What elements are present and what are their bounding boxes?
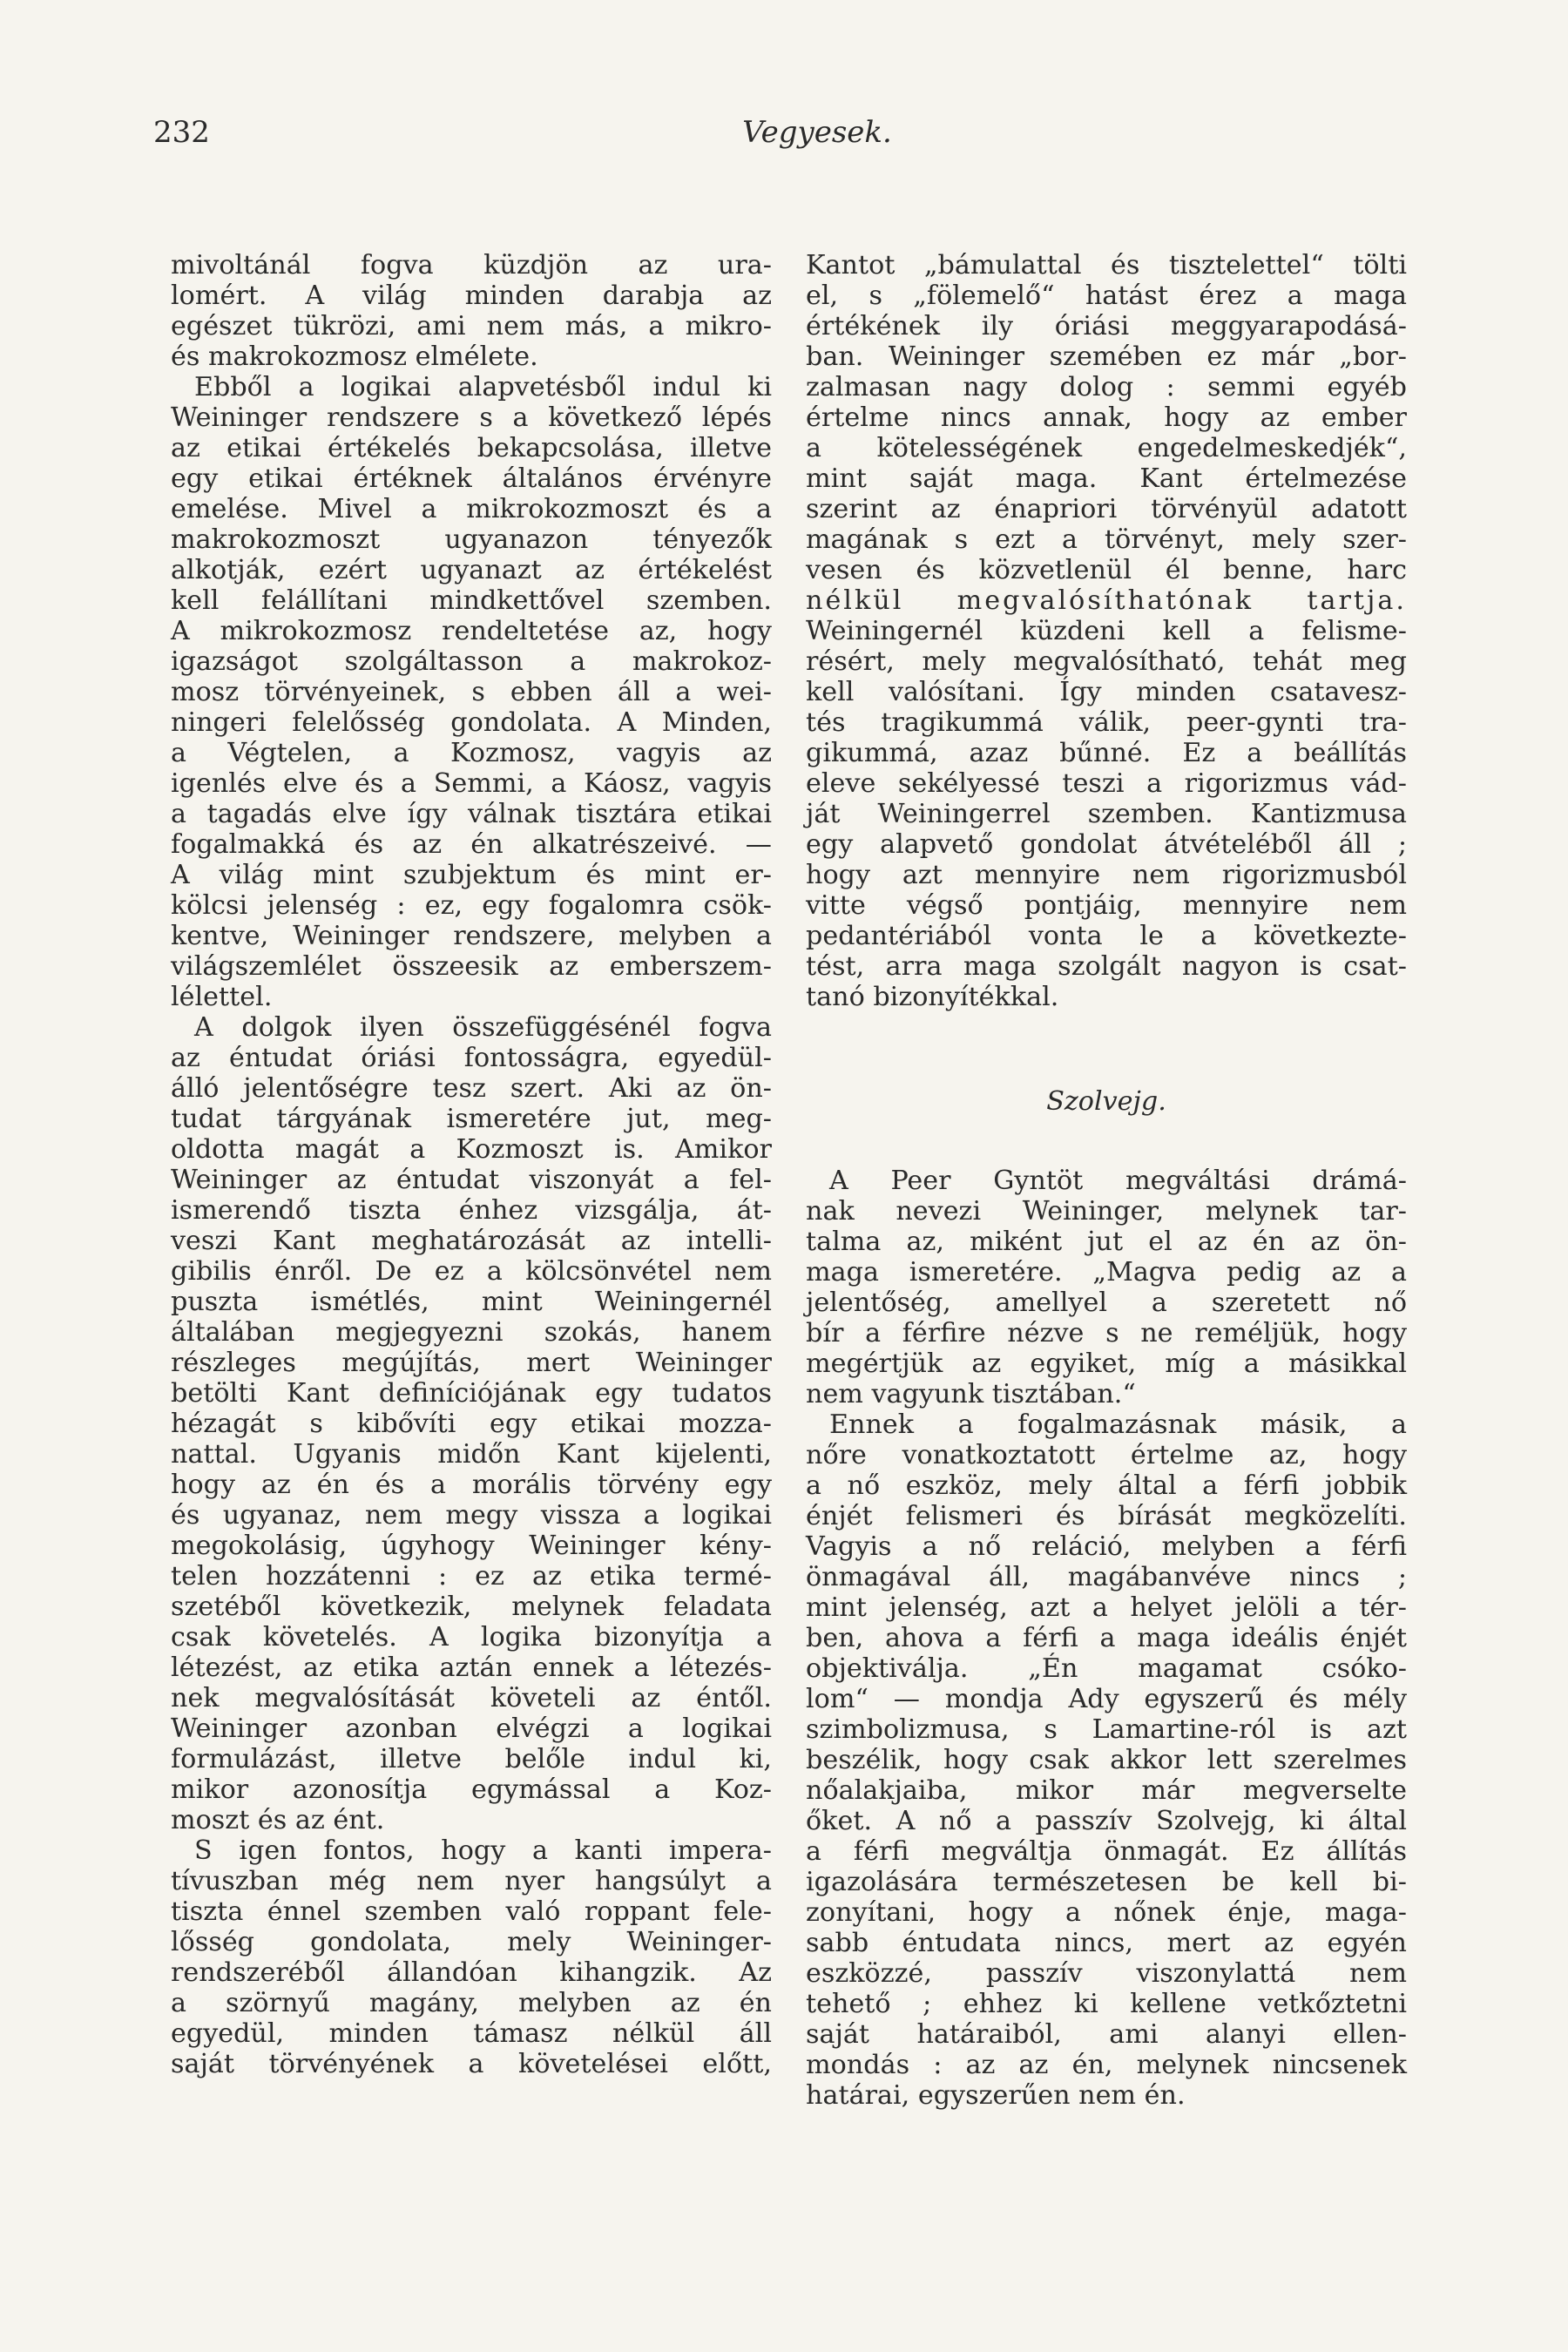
text-line: tudat tárgyának ismeretére jut, meg- [171,1104,772,1134]
running-title: Vegyesek. [742,115,892,150]
text-line: Ebből a logikai alapvetésből indul ki [194,372,772,402]
text-line: a szörnyű magány, melyben az én [171,1988,772,2018]
text-line: eleve sekélyessé teszi a rigorizmus vád- [806,768,1407,799]
text-line: és makrokozmosz elmélete. [171,341,538,372]
text-line: zonyítani, hogy a nőnek énje, maga- [806,1897,1407,1928]
text-line: nőalakjaiba, mikor már megverselte [806,1775,1407,1806]
text-line: mikor azonosítja egymással a Koz- [171,1774,772,1805]
text-line: egy etikai értéknek általános érvényre [171,463,772,494]
text-line: A Peer Gyntöt megváltási drámá- [829,1166,1407,1196]
text-line: őket. A nő a passzív Szolvejg, ki által [806,1806,1407,1836]
text-line: résért, mely megvalósítható, tehát meg [806,646,1407,677]
text-line: el, s „fölemelő“ hatást érez a maga [806,280,1407,311]
text-line: álló jelentőségre tesz szert. Aki az ön- [171,1073,772,1104]
text-line: nattal. Ugyanis midőn Kant kijelenti, [171,1439,772,1470]
text-line: bír a férfire nézve s ne reméljük, hogy [806,1318,1407,1348]
text-line: S igen fontos, hogy a kanti impera- [194,1835,772,1866]
text-line: beszélik, hogy csak akkor lett szerelmes [806,1745,1407,1775]
text-line: gikummá, azaz bűnné. Ez a beállítás [806,738,1407,768]
text-line: mosz törvényeinek, s ebben áll a wei- [171,677,772,707]
text-line: egészet tükrözi, ami nem más, a mikro- [171,311,772,341]
text-line: nem vagyunk tisztában.“ [806,1379,1136,1409]
text-line: és ugyanaz, nem megy vissza a logikai [171,1500,772,1531]
text-line: Weininger rendszere s a következő lépés [171,402,772,433]
text-line: mint jelenség, azt a helyet jelöli a tér- [806,1592,1407,1623]
text-line: vitte végső pontjáig, mennyire nem [806,890,1407,921]
text-line: pedantériából vonta le a következte- [806,921,1407,951]
text-line: tiszta énnel szemben való roppant fele- [171,1896,772,1927]
text-line: nélkül megvalósíthatónak tartja. [806,585,1407,616]
text-line: tanó bizonyítékkal. [806,982,1059,1012]
text-line: saját határaiból, ami alanyi ellen- [806,2019,1407,2050]
text-line: nőre vonatkoztatott értelme az, hogy [806,1440,1407,1470]
text-line: igazságot szolgáltasson a makrokoz- [171,646,772,677]
text-line: magának s ezt a törvényt, mely szer- [806,524,1407,555]
text-line: mondás : az az én, melynek nincsenek [806,2050,1407,2080]
text-line: veszi Kant meghatározását az intelli- [171,1226,772,1256]
text-line: lomért. A világ minden darabja az [171,280,772,311]
text-line: a tagadás elve így válnak tisztára etikai [171,799,772,829]
text-line: hogy az én és a morális törvény egy [171,1470,772,1500]
right-column-bottom-text [806,1166,1407,2111]
text-line: az etikai értékelés bekapcsolása, illetve [171,433,772,463]
text-line: moszt és az ént. [171,1805,385,1835]
text-line: igazolására természetesen be kell bi- [806,1867,1407,1897]
text-line: a nő eszköz, mely által a férfi jobbik [806,1470,1407,1501]
text-line: szetéből következik, melynek feladata [171,1592,772,1622]
text-line: fogalmakká és az én alkatrészeivé. — [171,829,772,860]
text-line: kölcsi jelenség : ez, egy fogalomra csök- [171,890,772,921]
text-line: oldotta magát a Kozmoszt is. Amikor [171,1134,772,1165]
text-line: értékének ily óriási meggyarapodásá- [806,311,1407,341]
text-line: ját Weiningerrel szemben. Kantizmusa [806,799,1407,829]
text-line: hogy azt mennyire nem rigorizmusból [806,860,1407,890]
text-line: a Végtelen, a Kozmosz, vagyis az [171,738,772,768]
left-column [171,250,772,2079]
text-line: egy alapvető gondolat átvételéből áll ; [806,829,1407,860]
text-line: ningeri felelősség gondolata. A Minden, [171,707,772,738]
text-line: talma az, miként jut el az én az ön- [806,1227,1407,1257]
text-line: a kötelességének engedelmeskedjék“, [806,433,1407,463]
text-line: létezést, az etika aztán ennek a létezés- [171,1652,772,1683]
text-line: nak nevezi Weininger, melynek tar- [806,1196,1407,1227]
text-line: a férfi megváltja önmagát. Ez állítás [806,1836,1407,1867]
page-header [153,115,1481,159]
text-line: Ennek a fogalmazásnak másik, a [829,1409,1407,1440]
text-line: formulázást, illetve belőle indul ki, [171,1744,772,1774]
text-line: énjét felismeri és bírását megközelíti. [806,1501,1407,1531]
text-line: Vagyis a nő reláció, melyben a férfi [806,1531,1407,1562]
text-line: kell felállítani mindkettővel szemben. [171,585,772,616]
right-column-top-text [806,250,1407,1012]
page-number: 232 [153,115,210,150]
text-line: tívuszban még nem nyer hangsúlyt a [171,1866,772,1896]
text-line: objektiválja. „Én magamat csóko- [806,1653,1407,1684]
text-line: ben, ahova a férfi a maga ideális énjét [806,1623,1407,1653]
text-line: sabb éntudata nincs, mert az egyén [806,1928,1407,1958]
text-line: jelentőség, amellyel a szeretett nő [806,1288,1407,1318]
text-line: egyedül, minden támasz nélkül áll [171,2018,772,2049]
text-line: csak követelés. A logika bizonyítja a [171,1622,772,1652]
text-line: részleges megújítás, mert Weininger [171,1348,772,1378]
right-column [806,250,1407,2111]
text-line: határai, egyszerűen nem én. [806,2080,1186,2111]
text-line: tést, arra maga szolgált nagyon is csat- [806,951,1407,982]
text-line: általában megjegyezni szokás, hanem [171,1317,772,1348]
text-line: szerint az énapriori törvényül adatott [806,494,1407,524]
text-line: nek megvalósítását követeli az éntől. [171,1683,772,1713]
text-line: megértjük az egyiket, míg a másikkal [806,1348,1407,1379]
text-line: hézagát s kibővíti egy etikai mozza- [171,1409,772,1439]
text-line: maga ismeretére. „Magva pedig az a [806,1257,1407,1288]
text-line: betölti Kant definíciójának egy tudatos [171,1378,772,1409]
text-line: tés tragikummá válik, peer-gynti tra- [806,707,1407,738]
text-line: igenlés elve és a Semmi, a Káosz, vagyis [171,768,772,799]
text-line: lősség gondolata, mely Weininger- [171,1927,772,1957]
text-line: A mikrokozmosz rendeltetése az, hogy [171,616,772,646]
text-line: telen hozzátenni : ez az etika termé- [171,1561,772,1592]
text-line: tehető ; ehhez ki kellene vetkőztetni [806,1989,1407,2019]
text-line: A világ mint szubjektum és mint er- [171,860,772,890]
text-line: makrokozmoszt ugyanazon tényezők [171,524,772,555]
text-line: szimbolizmusa, s Lamartine-ról is azt [806,1714,1407,1745]
text-line: kell valósítani. Így minden csatavesz- [806,677,1407,707]
text-line: világszemlélet összeesik az emberszem- [171,951,772,982]
text-line: eszközzé, passzív viszonylattá nem [806,1958,1407,1989]
text-line: kentve, Weininger rendszere, melyben a [171,921,772,951]
text-line: mint saját maga. Kant értelmezése [806,463,1407,494]
text-line: zalmasan nagy dolog : semmi egyéb [806,372,1407,402]
section-heading: Szolvejg. [1046,1086,1166,1117]
text-line: ban. Weininger szemében ez már „bor- [806,341,1407,372]
text-line: vesen és közvetlenül él benne, harc [806,555,1407,585]
text-line: A dolgok ilyen összefüggésénél fogva [194,1012,772,1043]
text-line: puszta ismétlés, mint Weiningernél [171,1287,772,1317]
text-line: saját törvényének a követelései előtt, [171,2049,772,2079]
text-line: lélettel. [171,982,273,1012]
text-line: lom“ — mondja Ady egyszerű és mély [806,1684,1407,1714]
text-line: Kantot „bámulattal és tisztelettel“ tölti [806,250,1407,280]
text-line: megokolásig, úgyhogy Weininger kény- [171,1531,772,1561]
text-line: gibilis énről. De ez a kölcsönvétel nem [171,1256,772,1287]
text-line: az éntudat óriási fontosságra, egyedül- [171,1043,772,1073]
text-line: rendszeréből állandóan kihangzik. Az [171,1957,772,1988]
text-line: Weininger azonban elvégzi a logikai [171,1713,772,1744]
text-line: ismerendő tiszta énhez vizsgálja, át- [171,1195,772,1226]
text-line: önmagával áll, magábanvéve nincs ; [806,1562,1407,1592]
text-line: értelme nincs annak, hogy az ember [806,402,1407,433]
text-line: Weininger az éntudat viszonyát a fel- [171,1165,772,1195]
text-line: mivoltánál fogva küzdjön az ura- [171,250,772,280]
text-line: alkotják, ezért ugyanazt az értékelést [171,555,772,585]
text-line: emelése. Mivel a mikrokozmoszt és a [171,494,772,524]
text-line: Weiningernél küzdeni kell a felisme- [806,616,1407,646]
